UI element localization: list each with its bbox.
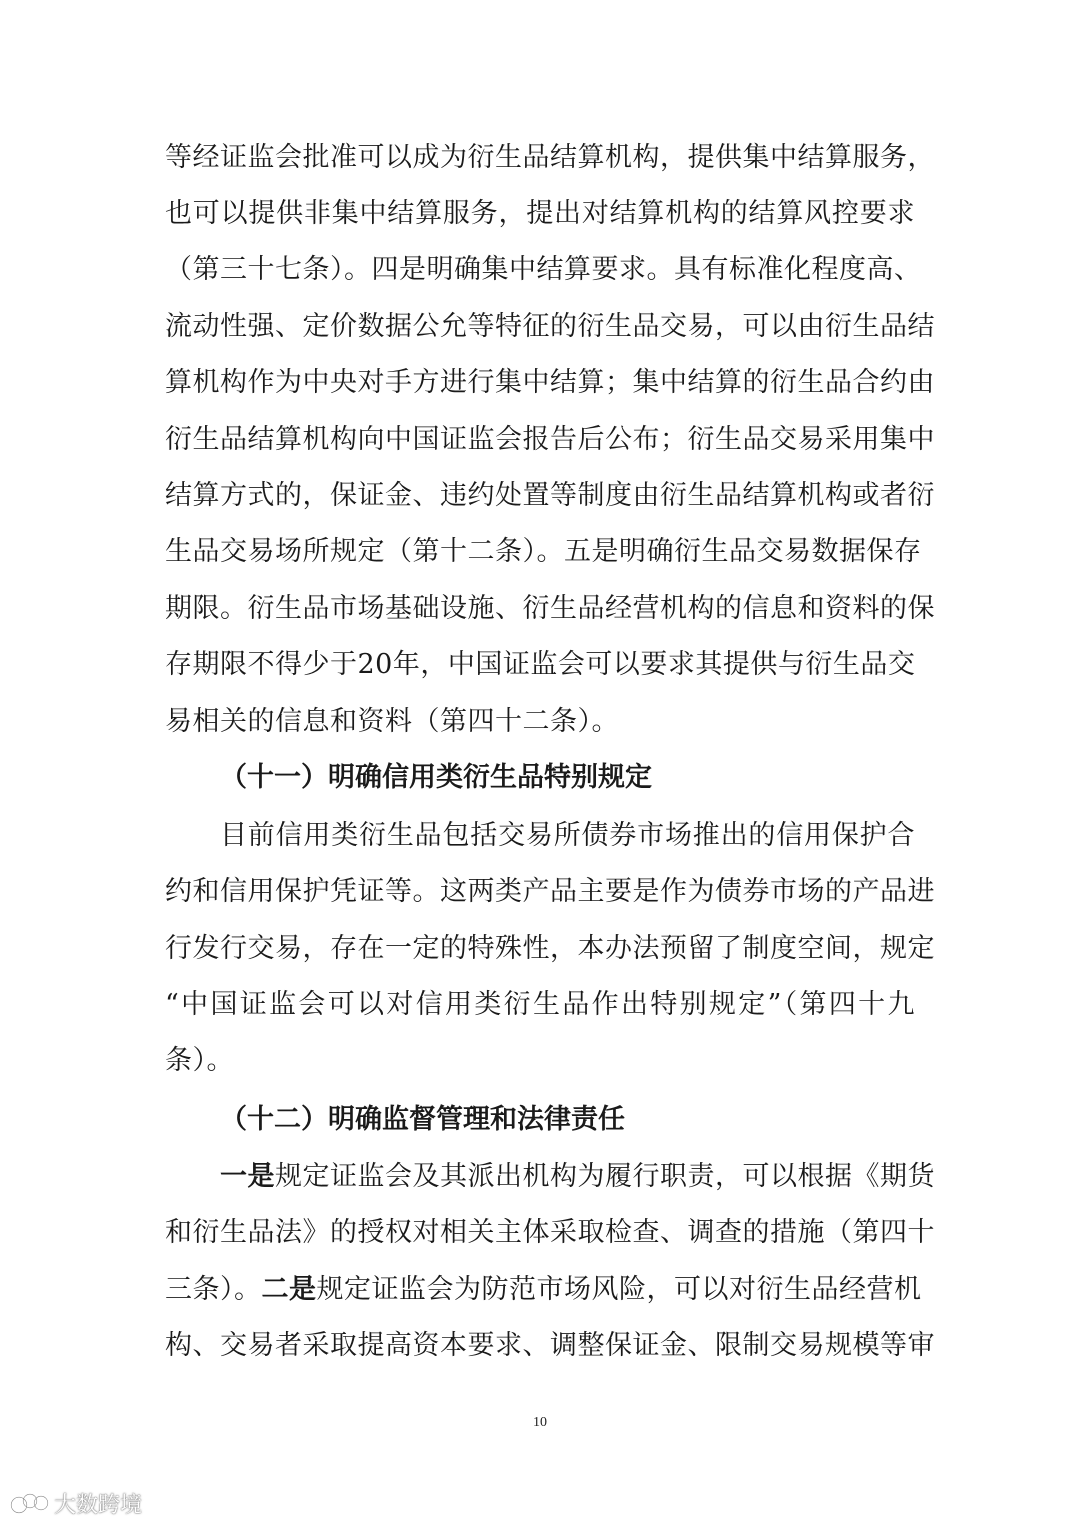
paragraph-line: 和衍生品法》的授权对相关主体采取检查、调查的措施（第四十 (165, 1217, 935, 1248)
section-heading-11: （十一）明确信用类衍生品特别规定 (220, 762, 652, 793)
paragraph-line: 也可以提供非集中结算服务，提出对结算机构的结算风控要求 (165, 198, 915, 229)
paragraph-line: 流动性强、定价数据公允等特征的衍生品交易，可以由衍生品结 (165, 311, 935, 342)
paragraph-line: 算机构作为中央对手方进行集中结算；集中结算的衍生品合约由 (165, 367, 935, 398)
watermark (10, 1488, 142, 1519)
emphasis-text: 一是 (220, 1161, 275, 1192)
paragraph-line: 生品交易场所规定（第十二条）。五是明确衍生品交易数据保存 (165, 536, 922, 567)
paragraph-line: 条）。 (165, 1045, 234, 1076)
paragraph-line: 易相关的信息和资料（第四十二条）。 (165, 706, 619, 737)
paragraph-line: 行发行交易，存在一定的特殊性，本办法预留了制度空间，规定 (165, 933, 935, 964)
watermark-text: 大数跨境 (54, 1493, 143, 1518)
paragraph-line: 结算方式的，保证金、违约处置等制度由衍生品结算机构或者衍 (165, 480, 935, 511)
paragraph-line (165, 1270, 922, 1310)
section-heading-12: （十二）明确监督管理和法律责任 (220, 1104, 625, 1135)
dashuju-logo-icon (10, 1491, 50, 1517)
paragraph-line: 构、交易者采取提高资本要求、调整保证金、限制交易规模等审 (165, 1330, 935, 1361)
paragraph-text: 规定证监会为防范市场风险，可以对衍生品经营机 (316, 1274, 922, 1305)
paragraph-line: 存期限不得少于20年，中国证监会可以要求其提供与衍生品交 (165, 649, 916, 680)
paragraph-line: 等经证监会批准可以成为衍生品结算机构，提供集中结算服务， (165, 142, 935, 173)
paragraph-line (220, 1157, 935, 1197)
paragraph-line: “中国证监会可以对信用类衍生品作出特别规定”（第四十九 (165, 989, 915, 1020)
paragraph-line: （第三十七条）。四是明确集中结算要求。具有标准化程度高、 (165, 254, 922, 285)
paragraph-line: 衍生品结算机构向中国证监会报告后公布；衍生品交易采用集中 (165, 424, 935, 455)
paragraph-text: 规定证监会及其派出机构为履行职责，可以根据《期货 (275, 1161, 935, 1192)
paragraph-line: 期限。衍生品市场基础设施、衍生品经营机构的信息和资料的保 (165, 593, 935, 624)
paragraph-line: 约和信用保护凭证等。这两类产品主要是作为债券市场的产品进 (165, 876, 935, 907)
paragraph-text: 三条）。 (165, 1274, 262, 1305)
emphasis-text: 二是 (261, 1274, 317, 1305)
page-number: 10 (533, 1415, 547, 1430)
paragraph-line: 目前信用类衍生品包括交易所债券市场推出的信用保护合 (220, 820, 915, 851)
